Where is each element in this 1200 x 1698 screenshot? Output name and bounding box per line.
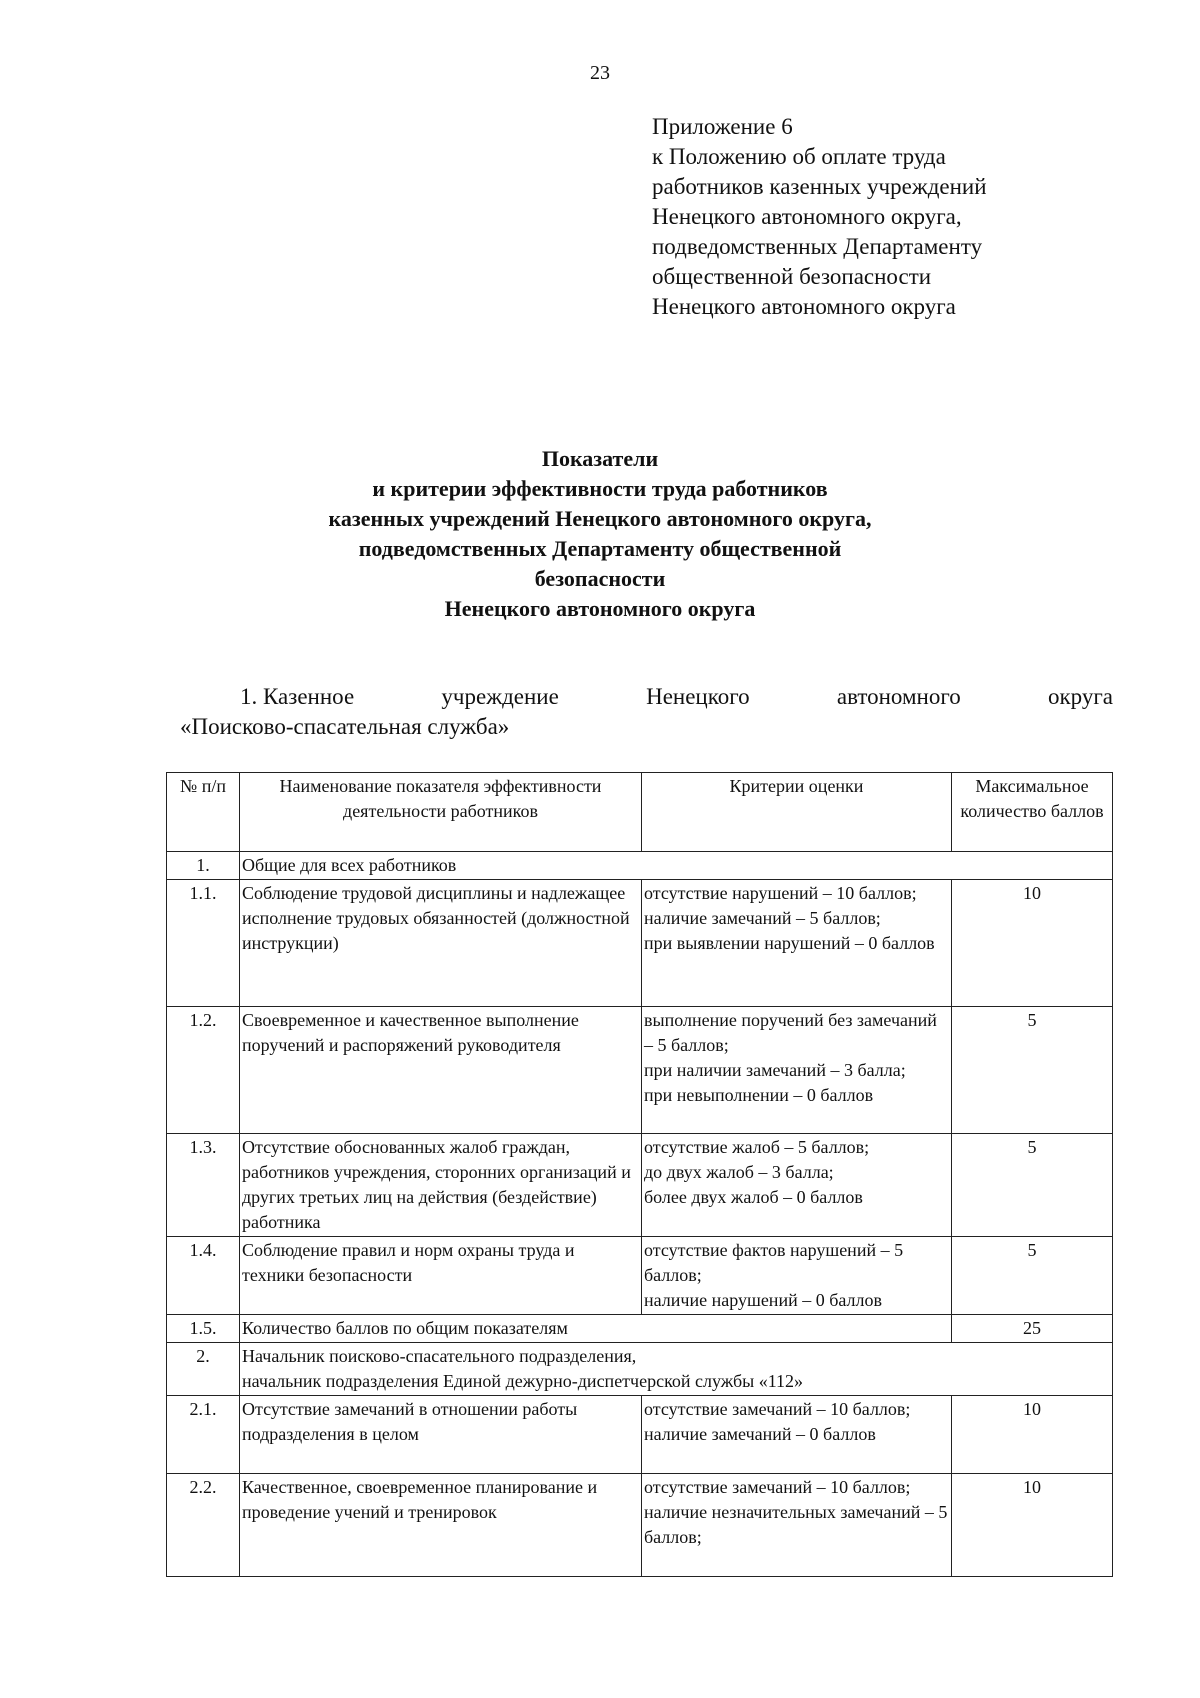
criterion: до двух жалоб – 3 балла; (644, 1162, 834, 1182)
criterion: при наличии замечаний – 3 балла; (644, 1060, 906, 1080)
table-header-row (167, 773, 1113, 852)
criterion: наличие замечаний – 5 баллов; (644, 908, 881, 928)
appendix-line: Ненецкого автономного округа (652, 294, 956, 319)
criterion: отсутствие замечаний – 10 баллов; (644, 1477, 911, 1497)
section-line-2: «Поисково-спасательная служба» (180, 714, 510, 739)
row-num: 2.1. (167, 1396, 240, 1474)
row-num: 1.1. (167, 880, 240, 1007)
title-line: казенных учреждений Ненецкого автономного округа, (328, 506, 872, 531)
row-num: 1.2. (167, 1007, 240, 1134)
row-num: 1.3. (167, 1134, 240, 1237)
row-name: Соблюдение правил и норм охраны труда и техники безопасности (240, 1237, 642, 1315)
row-criteria (642, 1474, 952, 1577)
criterion: при невыполнении – 0 баллов (644, 1085, 874, 1105)
criterion: более двух жалоб – 0 баллов (644, 1187, 863, 1207)
criterion: наличие нарушений – 0 баллов (644, 1290, 882, 1310)
header-name: Наименование показателя эффективности деятельности работников (240, 773, 642, 852)
row-name: Соблюдение трудовой дисциплины и надлежащее исполнение трудовых обязанностей (должностной инструкции) (240, 880, 642, 1007)
row-max: 10 (952, 1396, 1113, 1474)
row-criteria (642, 1396, 952, 1474)
table-row (167, 1474, 1113, 1577)
row-num: 2.2. (167, 1474, 240, 1577)
row-name: Отсутствие обоснованных жалоб граждан, работников учреждения, сторонних организаций и других третьих лиц на действия (бездействие) работника (240, 1134, 642, 1237)
group-num: 2. (167, 1343, 240, 1396)
section-heading (180, 682, 1113, 742)
appendix-line: общественной безопасности (652, 264, 932, 289)
group-row (167, 1343, 1113, 1396)
group-title-line: начальник подразделения Единой дежурно-диспетчерской службы «112» (242, 1371, 804, 1391)
row-criteria (642, 1237, 952, 1315)
group-title-line: Начальник поисково-спасательного подразделения, (242, 1346, 637, 1366)
appendix-line: работников казенных учреждений (652, 174, 987, 199)
header-num: № п/п (167, 773, 240, 852)
title-line: Ненецкого автономного округа (444, 596, 756, 621)
total-label: Количество баллов по общим показателям (240, 1315, 952, 1343)
title-line: подведомственных Департаменту общественной (358, 536, 842, 561)
group-title (240, 1343, 1113, 1396)
row-max: 10 (952, 880, 1113, 1007)
title-line: Показатели (541, 446, 659, 471)
appendix-line: Приложение 6 (652, 114, 793, 139)
row-max: 5 (952, 1237, 1113, 1315)
total-max: 25 (952, 1315, 1113, 1343)
section-word: автономного (836, 684, 961, 709)
criterion: наличие замечаний – 0 баллов (644, 1424, 876, 1444)
page-number: 23 (590, 62, 610, 84)
table-row (167, 1134, 1113, 1237)
title-line: безопасности (534, 566, 666, 591)
row-num: 1.4. (167, 1237, 240, 1315)
group-num: 1. (167, 852, 240, 880)
group-row (167, 852, 1113, 880)
criterion: наличие незначительных замечаний – 5 баллов; (644, 1502, 948, 1547)
criterion: выполнение поручений без замечаний – 5 баллов; (644, 1010, 937, 1055)
criteria-table (166, 772, 1113, 1577)
section-word: 1. Казенное (240, 684, 355, 709)
table-row (167, 1007, 1113, 1134)
row-name: Отсутствие замечаний в отношении работы подразделения в целом (240, 1396, 642, 1474)
criterion: отсутствие нарушений – 10 баллов; (644, 883, 917, 903)
table-row (167, 880, 1113, 1007)
header-max: Максимальное количество баллов (952, 773, 1113, 852)
criterion: отсутствие фактов нарушений – 5 баллов; (644, 1240, 904, 1285)
section-line-1 (180, 682, 1113, 712)
section-word: учреждение (441, 684, 559, 709)
row-criteria (642, 1007, 952, 1134)
row-max: 5 (952, 1134, 1113, 1237)
row-max: 10 (952, 1474, 1113, 1577)
header-criteria: Критерии оценки (642, 773, 952, 852)
criterion: отсутствие жалоб – 5 баллов; (644, 1137, 870, 1157)
appendix-block (652, 112, 987, 322)
row-criteria (642, 1134, 952, 1237)
row-criteria (642, 880, 952, 1007)
row-max: 5 (952, 1007, 1113, 1134)
criterion: при выявлении нарушений – 0 баллов (644, 933, 935, 953)
document-title (150, 444, 1050, 624)
section-word: Ненецкого (646, 684, 750, 709)
row-name: Качественное, своевременное планирование и проведение учений и тренировок (240, 1474, 642, 1577)
appendix-line: Ненецкого автономного округа, (652, 204, 962, 229)
table-row (167, 1237, 1113, 1315)
appendix-line: подведомственных Департаменту (652, 234, 983, 259)
group-title: Общие для всех работников (240, 852, 1113, 880)
total-num: 1.5. (167, 1315, 240, 1343)
section-word: округа (1047, 684, 1113, 709)
total-row (167, 1315, 1113, 1343)
row-name: Своевременное и качественное выполнение поручений и распоряжений руководителя (240, 1007, 642, 1134)
title-line: и критерии эффективности труда работников (372, 476, 828, 501)
appendix-line: к Положению об оплате труда (652, 144, 946, 169)
table-row (167, 1396, 1113, 1474)
criterion: отсутствие замечаний – 10 баллов; (644, 1399, 911, 1419)
